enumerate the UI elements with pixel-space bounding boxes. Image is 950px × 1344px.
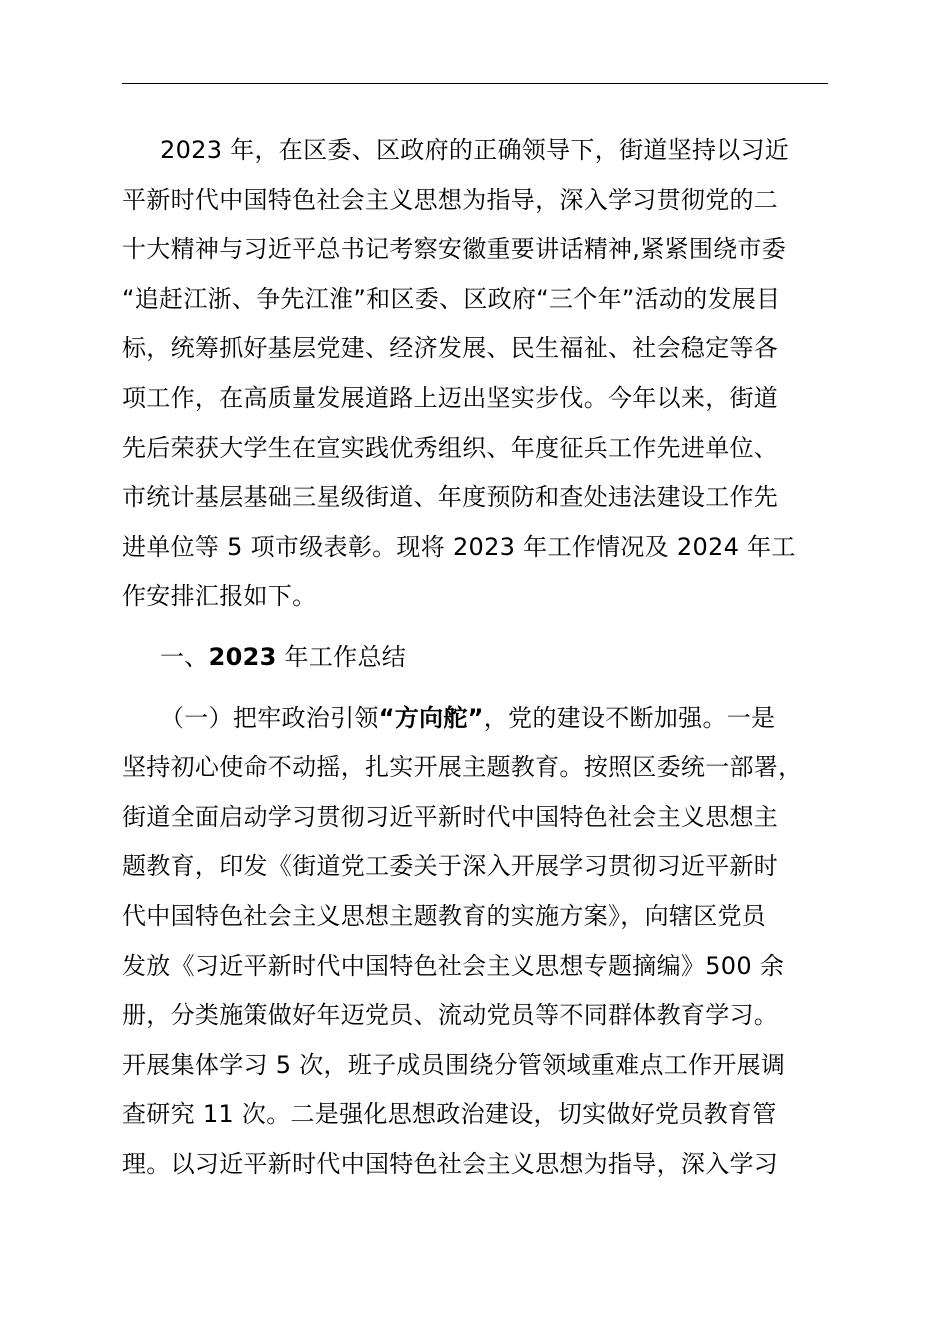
subsection-bold-phrase: “方向舵” <box>378 703 484 732</box>
body-line: 查研究 11 次。二是强化思想政治建设，切实做好党员教育管 <box>122 1100 777 1129</box>
intro-line: 平新时代中国特色社会主义思想为指导，深入学习贯彻党的二 <box>122 185 779 214</box>
intro-line: 十大精神与习近平总书记考察安徽重要讲话精神,紧紧围绕市委 <box>122 235 787 264</box>
subsection-first-line <box>122 694 832 744</box>
intro-line: 进单位等 5 项市级表彰。现将 2023 年工作情况及 2024 年工 <box>122 532 796 561</box>
subsection-suffix: ，党的建设不断加强。一是 <box>483 703 776 732</box>
intro-line: 市统计基层基础三星级街道、年度预防和查处违法建设工作先 <box>122 483 779 512</box>
body-line: 坚持初心使命不动摇，扎实开展主题教育。按照区委统一部署， <box>122 753 803 782</box>
intro-line: 项工作，在高质量发展道路上迈出坚实步伐。今年以来，街道 <box>122 383 779 412</box>
heading-year: 2023 <box>208 642 277 671</box>
section-heading <box>122 633 832 683</box>
body-line: 题教育，印发《街道党工委关于深入开展学习贯彻习近平新时 <box>122 852 779 881</box>
intro-line: 2023 年，在区委、区政府的正确领导下，街道坚持以习近 <box>160 136 790 164</box>
body-line: 发放《习近平新时代中国特色社会主义思想专题摘编》500 余 <box>122 951 785 980</box>
body-line: 街道全面启动学习贯彻习近平新时代中国特色社会主义思想主 <box>122 802 779 831</box>
document-body <box>122 126 832 1189</box>
heading-suffix: 年工作总结 <box>276 642 407 671</box>
heading-prefix: 一、 <box>160 642 209 671</box>
header-rule <box>122 83 828 84</box>
body-line: 理。以习近平新时代中国特色社会主义思想为指导，深入学习 <box>122 1149 779 1178</box>
intro-line: 先后荣获大学生在宣实践优秀组织、年度征兵工作先进单位、 <box>122 433 779 462</box>
intro-line: 标，统筹抓好基层党建、经济发展、民生福祉、社会稳定等各 <box>122 334 779 363</box>
body-line: 册，分类施策做好年迈党员、流动党员等不同群体教育学习。 <box>122 1001 779 1030</box>
subsection-prefix: （一）把牢政治引领 <box>160 703 379 732</box>
body-line: 代中国特色社会主义思想主题教育的实施方案》，向辖区党员 <box>122 901 767 930</box>
body-line: 开展集体学习 5 次，班子成员围绕分管领域重难点工作开展调 <box>122 1050 786 1079</box>
intro-line: “追赶江浙、争先江淮”和区委、区政府“三个年”活动的发展目 <box>122 284 781 313</box>
intro-line: 作安排汇报如下。 <box>122 582 317 611</box>
